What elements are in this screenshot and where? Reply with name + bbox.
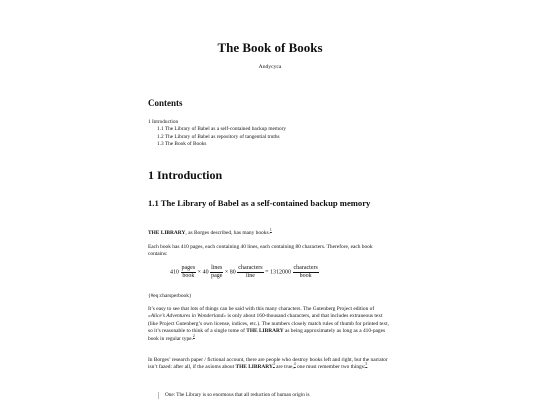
- eq-fraction: [237, 265, 263, 280]
- document-author: Andycyca: [258, 64, 282, 70]
- eq-fraction: [210, 265, 223, 280]
- paragraph-gutenberg: [148, 306, 392, 343]
- document-title: The Book of Books: [217, 40, 323, 55]
- footnote-ref[interactable]: 1: [269, 228, 272, 233]
- paragraph-intro: [148, 230, 392, 237]
- blockquote: One: The Library is so enormous that all reduction of human origin is: [158, 392, 399, 399]
- eq-denominator: book: [299, 273, 312, 279]
- library-strong: THE LIBRARY: [235, 364, 273, 371]
- paragraph-text: , as Borges described, has many books.: [185, 230, 270, 236]
- eq-denominator: line: [245, 273, 255, 279]
- eq-term: 40: [202, 269, 209, 276]
- book-title-italic: «Alice’s Adventures in Wonderland»: [148, 313, 227, 320]
- library-strong: THE LIBRARY: [246, 328, 284, 335]
- footnote-ref[interactable]: 4: [293, 362, 296, 367]
- eq-numerator: lines: [211, 265, 223, 271]
- paragraph-text: It’s easy to see that lots of things can be said with this many characters. The Gutenberg Project edition of: [148, 306, 375, 312]
- subsection-heading: 1.1 The Library of Babel as a self-contained backup memory: [148, 198, 371, 208]
- eq-numerator: characters: [293, 265, 318, 271]
- eq-fraction: [293, 265, 319, 280]
- eq-operator: ×: [224, 269, 229, 276]
- footnote-ref[interactable]: 5: [365, 362, 368, 367]
- eq-equals: =: [265, 269, 269, 276]
- toc-item-book-of-books[interactable]: 1.3 The Book of Books: [157, 141, 207, 148]
- paragraph-text: are true,: [274, 364, 294, 371]
- contents-heading: Contents: [148, 98, 183, 108]
- eq-term: 80: [229, 269, 236, 276]
- eq-numerator: characters: [238, 265, 263, 271]
- equation-chars-per-book: [148, 262, 392, 290]
- paragraph-text: one must remember two things:: [295, 364, 366, 371]
- paragraph-book-size: Each book has 410 pages, each containing 40 lines, each containing 80 characters. Therefore, each book contains:: [148, 244, 373, 258]
- eq-denominator: book: [182, 273, 195, 279]
- eq-operator: ×: [197, 269, 202, 276]
- eq-term: 410: [170, 269, 179, 276]
- toc-item-backup-memory[interactable]: 1.1 The Library of Babel as a self-contained backup memory: [157, 126, 287, 133]
- footnote-ref[interactable]: 2: [192, 333, 195, 338]
- eq-result: 1312000: [270, 269, 292, 276]
- table-of-contents: [148, 119, 392, 149]
- eq-fraction: [181, 265, 197, 280]
- eq-denominator: page: [211, 273, 223, 279]
- toc-item-introduction[interactable]: 1 Introduction: [148, 119, 179, 125]
- toc-item-tangential-truths[interactable]: 1.2 The Library of Babel as repository of tangential truths: [157, 133, 280, 140]
- paragraph-text: is only about 160-thousand characters, and that includes extraneous text (like Project Gutenberg’s own license, indices, etc.). The numbers closely match rules of thumb for printed text, so it’s reasonable to think of a single tome of: [148, 313, 389, 335]
- paragraph-text: In Borges’ research paper / fictional account, there are people who destroy books left and right, but the narrator isn’t fazed: after all, if the axioms about: [148, 357, 388, 371]
- footnote-ref[interactable]: 3: [272, 362, 275, 367]
- equation-label: {#eq:charsperbook}: [148, 293, 192, 299]
- paragraph-text: as being approximately as long as a 410-pages book in regular type.: [148, 328, 386, 342]
- eq-numerator: pages: [181, 265, 196, 271]
- section-heading: 1 Introduction: [148, 168, 223, 182]
- library-strong: THE LIBRARY: [148, 230, 186, 236]
- paragraph-borges: [148, 357, 392, 372]
